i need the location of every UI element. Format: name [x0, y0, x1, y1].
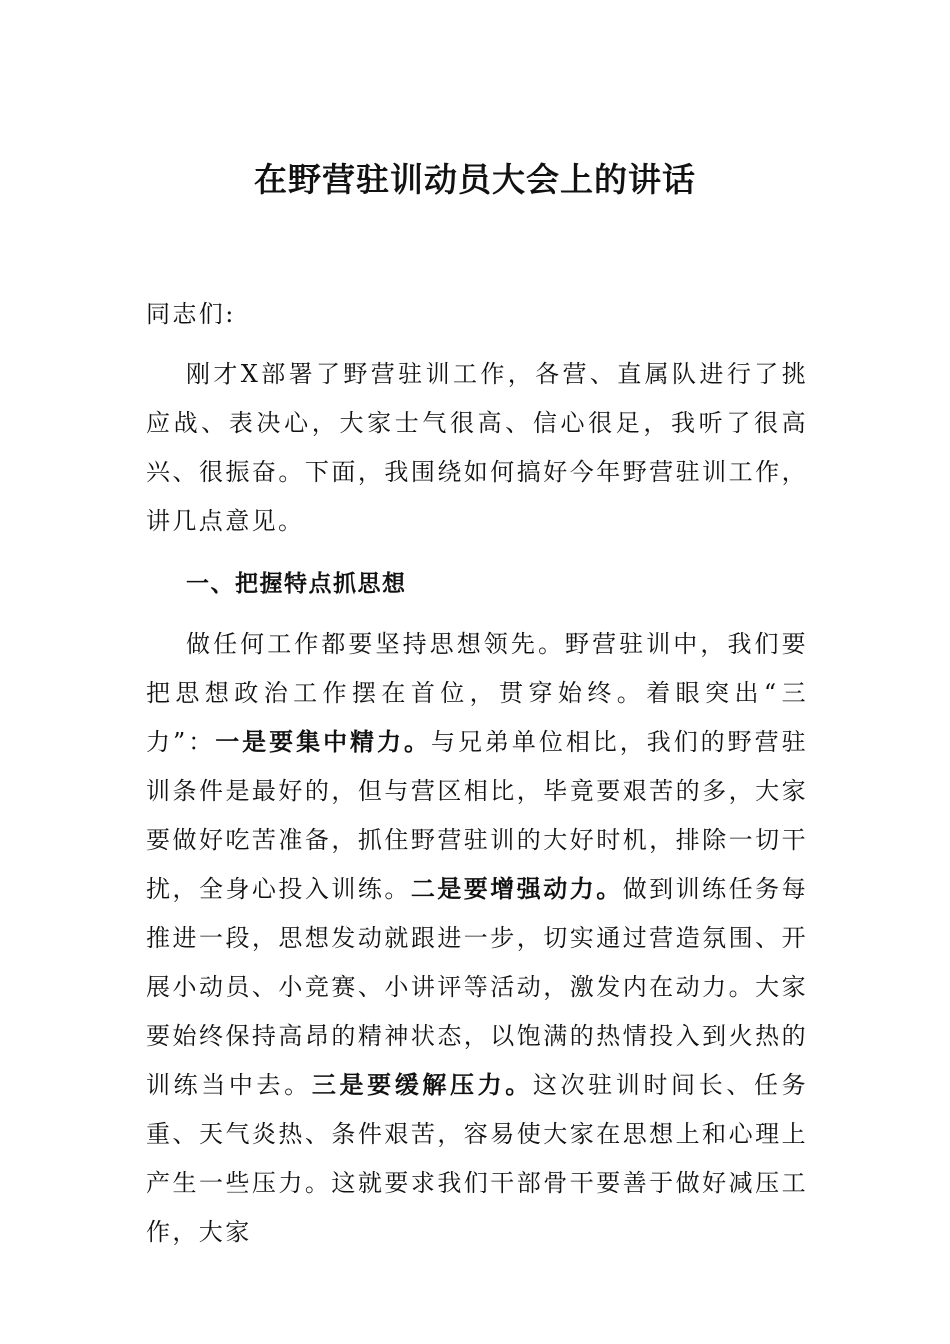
section-1-paragraph	[146, 620, 808, 1257]
section-1-heading: 一、把握特点抓思想	[186, 571, 407, 597]
intro-paragraph: 刚才X部署了野营驻训工作，各营、直属队进行了挑应战、表决心，大家士气很高、信心很足，我听了很高兴、很振奋。下面，我围绕如何搞好今年野营驻训工作，讲几点意见。	[146, 360, 808, 535]
paragraph-text: 与兄弟单位相比，我们的野营驻训条件是最好的，但与营区相比，毕竟要艰苦的多，大家要做好吃苦准备，抓住野营驻训的大好时机，排除一切干扰，全身心投入训练。	[146, 728, 808, 903]
paragraph-text: 这次驻训时间长、任务重、天气炎热、条件艰苦，容易使大家在思想上和心理上产生一些压力。这就要求我们干部骨干要善于做好减压工作，大家	[146, 1071, 808, 1246]
point-1-emphasis: 一是要集中精力。	[215, 728, 431, 756]
salutation: 同志们:	[146, 300, 236, 328]
point-2-emphasis: 二是要增强动力。	[410, 875, 623, 903]
document-title: 在野营驻训动员大会上的讲话	[254, 160, 696, 199]
paragraph-text: 做任何工作都要坚持思想领先。野营驻训中，我们要把思想政治工作摆在首位，贯穿始终。着眼突出“三力”：	[146, 630, 808, 756]
point-3-emphasis: 三是要缓解压力。	[311, 1071, 533, 1099]
paragraph-text: 做到训练任务每推进一段，思想发动就跟进一步，切实通过营造氛围、开展小动员、小竞赛、小讲评等活动，激发内在动力。大家要始终保持高昂的精神状态，以饱满的热情投入到火热的训练当中去。	[146, 875, 808, 1099]
